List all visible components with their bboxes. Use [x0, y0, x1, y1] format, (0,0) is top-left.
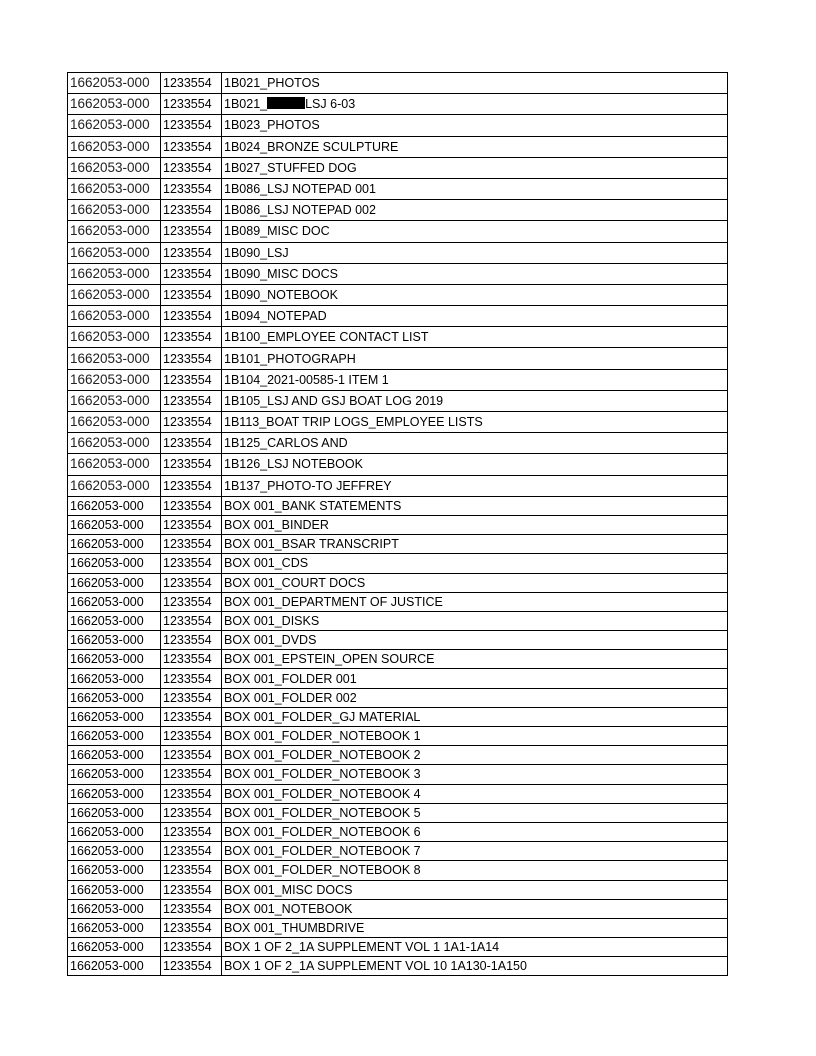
table-row: [68, 73, 728, 94]
item-number-cell: 1662053-000: [68, 803, 161, 822]
case-number-cell: 1233554: [161, 861, 222, 880]
case-number-cell: 1233554: [161, 822, 222, 841]
case-number-cell: 1233554: [161, 688, 222, 707]
case-number-cell: 1233554: [161, 221, 222, 242]
table-row: [68, 727, 728, 746]
item-number-cell: 1662053-000: [68, 631, 161, 650]
case-number-cell: 1233554: [161, 918, 222, 937]
table-row: [68, 496, 728, 515]
table-row: [68, 221, 728, 242]
item-number-cell: 1662053-000: [68, 554, 161, 573]
case-number-cell: 1233554: [161, 650, 222, 669]
item-number-cell: 1662053-000: [68, 284, 161, 305]
table-row: [68, 938, 728, 957]
item-number-cell: 1662053-000: [68, 433, 161, 454]
case-number-cell: 1233554: [161, 765, 222, 784]
description-cell: 1B100_EMPLOYEE CONTACT LIST: [222, 327, 728, 348]
case-number-cell: 1233554: [161, 263, 222, 284]
table-row: [68, 369, 728, 390]
case-number-cell: 1233554: [161, 242, 222, 263]
table-row: [68, 861, 728, 880]
table-row: [68, 242, 728, 263]
item-number-cell: 1662053-000: [68, 454, 161, 475]
table-row: [68, 631, 728, 650]
case-number-cell: 1233554: [161, 157, 222, 178]
description-cell: [222, 94, 728, 115]
description-cell: 1B125_CARLOS AND: [222, 433, 728, 454]
table-row: [68, 94, 728, 115]
case-number-cell: 1233554: [161, 454, 222, 475]
table-row: [68, 842, 728, 861]
case-number-cell: 1233554: [161, 803, 222, 822]
item-number-cell: 1662053-000: [68, 688, 161, 707]
description-cell: BOX 1 OF 2_1A SUPPLEMENT VOL 10 1A130-1A150: [222, 957, 728, 976]
case-number-cell: 1233554: [161, 178, 222, 199]
case-number-cell: 1233554: [161, 957, 222, 976]
description-cell: 1B137_PHOTO-TO JEFFREY: [222, 475, 728, 496]
description-cell: BOX 001_FOLDER_NOTEBOOK 3: [222, 765, 728, 784]
table-row: [68, 957, 728, 976]
item-number-cell: 1662053-000: [68, 369, 161, 390]
table-row: [68, 136, 728, 157]
item-number-cell: 1662053-000: [68, 592, 161, 611]
table-row: [68, 454, 728, 475]
item-number-cell: 1662053-000: [68, 242, 161, 263]
description-cell: BOX 001_FOLDER_NOTEBOOK 2: [222, 746, 728, 765]
item-number-cell: 1662053-000: [68, 157, 161, 178]
item-number-cell: 1662053-000: [68, 306, 161, 327]
table-row: [68, 327, 728, 348]
description-cell: BOX 001_DVDS: [222, 631, 728, 650]
case-number-cell: 1233554: [161, 115, 222, 136]
case-number-cell: 1233554: [161, 880, 222, 899]
item-number-cell: 1662053-000: [68, 861, 161, 880]
description-cell: BOX 001_EPSTEIN_OPEN SOURCE: [222, 650, 728, 669]
description-cell: 1B090_MISC DOCS: [222, 263, 728, 284]
table-row: [68, 707, 728, 726]
item-number-cell: 1662053-000: [68, 390, 161, 411]
case-number-cell: 1233554: [161, 200, 222, 221]
table-row: [68, 306, 728, 327]
table-row: [68, 669, 728, 688]
item-number-cell: 1662053-000: [68, 263, 161, 284]
item-number-cell: 1662053-000: [68, 535, 161, 554]
item-number-cell: 1662053-000: [68, 957, 161, 976]
item-number-cell: 1662053-000: [68, 94, 161, 115]
redaction-block: [267, 97, 305, 109]
case-number-cell: 1233554: [161, 592, 222, 611]
table-row: [68, 475, 728, 496]
case-number-cell: 1233554: [161, 433, 222, 454]
item-number-cell: 1662053-000: [68, 880, 161, 899]
case-number-cell: 1233554: [161, 842, 222, 861]
case-number-cell: 1233554: [161, 284, 222, 305]
item-number-cell: 1662053-000: [68, 727, 161, 746]
item-number-cell: 1662053-000: [68, 707, 161, 726]
description-cell: 1B094_NOTEPAD: [222, 306, 728, 327]
description-cell: 1B027_STUFFED DOG: [222, 157, 728, 178]
description-cell: BOX 001_NOTEBOOK: [222, 899, 728, 918]
item-number-cell: 1662053-000: [68, 899, 161, 918]
item-number-cell: 1662053-000: [68, 650, 161, 669]
table-row: [68, 284, 728, 305]
description-cell: 1B089_MISC DOC: [222, 221, 728, 242]
description-cell: BOX 001_FOLDER 002: [222, 688, 728, 707]
description-cell: 1B101_PHOTOGRAPH: [222, 348, 728, 369]
description-cell: 1B090_LSJ: [222, 242, 728, 263]
description-prefix: 1B021_: [224, 97, 268, 112]
table-row: [68, 157, 728, 178]
case-number-cell: 1233554: [161, 136, 222, 157]
item-number-cell: 1662053-000: [68, 475, 161, 496]
description-cell: 1B086_LSJ NOTEPAD 002: [222, 200, 728, 221]
table-row: [68, 803, 728, 822]
item-number-cell: 1662053-000: [68, 348, 161, 369]
description-cell: BOX 001_FOLDER_NOTEBOOK 6: [222, 822, 728, 841]
table-row: [68, 178, 728, 199]
case-number-cell: 1233554: [161, 707, 222, 726]
description-cell: BOX 001_DISKS: [222, 611, 728, 630]
table-row: [68, 765, 728, 784]
description-cell: 1B105_LSJ AND GSJ BOAT LOG 2019: [222, 390, 728, 411]
description-cell: 1B024_BRONZE SCULPTURE: [222, 136, 728, 157]
item-number-cell: 1662053-000: [68, 918, 161, 937]
case-number-cell: 1233554: [161, 784, 222, 803]
description-cell: BOX 001_BINDER: [222, 515, 728, 534]
description-cell: BOX 1 OF 2_1A SUPPLEMENT VOL 1 1A1-1A14: [222, 938, 728, 957]
item-number-cell: 1662053-000: [68, 515, 161, 534]
item-number-cell: 1662053-000: [68, 496, 161, 515]
item-number-cell: 1662053-000: [68, 611, 161, 630]
case-number-cell: 1233554: [161, 412, 222, 433]
item-number-cell: 1662053-000: [68, 115, 161, 136]
case-number-cell: 1233554: [161, 73, 222, 94]
item-number-cell: 1662053-000: [68, 765, 161, 784]
evidence-table: [67, 72, 728, 976]
description-cell: BOX 001_BANK STATEMENTS: [222, 496, 728, 515]
description-cell: BOX 001_FOLDER_NOTEBOOK 1: [222, 727, 728, 746]
description-cell: 1B113_BOAT TRIP LOGS_EMPLOYEE LISTS: [222, 412, 728, 433]
table-row: [68, 899, 728, 918]
case-number-cell: 1233554: [161, 573, 222, 592]
item-number-cell: 1662053-000: [68, 784, 161, 803]
table-row: [68, 390, 728, 411]
description-cell: BOX 001_COURT DOCS: [222, 573, 728, 592]
description-cell: BOX 001_FOLDER 001: [222, 669, 728, 688]
table-row: [68, 412, 728, 433]
description-cell: 1B104_2021-00585-1 ITEM 1: [222, 369, 728, 390]
case-number-cell: 1233554: [161, 611, 222, 630]
case-number-cell: 1233554: [161, 554, 222, 573]
description-cell: 1B090_NOTEBOOK: [222, 284, 728, 305]
table-row: [68, 573, 728, 592]
table-row: [68, 554, 728, 573]
item-number-cell: 1662053-000: [68, 136, 161, 157]
case-number-cell: 1233554: [161, 390, 222, 411]
table-row: [68, 650, 728, 669]
item-number-cell: 1662053-000: [68, 412, 161, 433]
table-row: [68, 918, 728, 937]
case-number-cell: 1233554: [161, 306, 222, 327]
case-number-cell: 1233554: [161, 727, 222, 746]
case-number-cell: 1233554: [161, 327, 222, 348]
item-number-cell: 1662053-000: [68, 221, 161, 242]
item-number-cell: 1662053-000: [68, 573, 161, 592]
description-cell: 1B021_PHOTOS: [222, 73, 728, 94]
table-row: [68, 433, 728, 454]
case-number-cell: 1233554: [161, 938, 222, 957]
item-number-cell: 1662053-000: [68, 822, 161, 841]
item-number-cell: 1662053-000: [68, 746, 161, 765]
description-suffix: LSJ 6-03: [305, 97, 356, 112]
table-row: [68, 611, 728, 630]
case-number-cell: 1233554: [161, 496, 222, 515]
case-number-cell: 1233554: [161, 515, 222, 534]
case-number-cell: 1233554: [161, 669, 222, 688]
case-number-cell: 1233554: [161, 348, 222, 369]
table-row: [68, 822, 728, 841]
case-number-cell: 1233554: [161, 899, 222, 918]
table-row: [68, 263, 728, 284]
description-cell: 1B126_LSJ NOTEBOOK: [222, 454, 728, 475]
description-cell: BOX 001_FOLDER_NOTEBOOK 4: [222, 784, 728, 803]
description-cell: BOX 001_BSAR TRANSCRIPT: [222, 535, 728, 554]
case-number-cell: 1233554: [161, 631, 222, 650]
evidence-table-body: [68, 73, 728, 976]
table-row: [68, 746, 728, 765]
case-number-cell: 1233554: [161, 369, 222, 390]
item-number-cell: 1662053-000: [68, 200, 161, 221]
description-cell: BOX 001_FOLDER_NOTEBOOK 7: [222, 842, 728, 861]
table-row: [68, 880, 728, 899]
table-row: [68, 688, 728, 707]
description-cell: BOX 001_CDS: [222, 554, 728, 573]
table-row: [68, 115, 728, 136]
item-number-cell: 1662053-000: [68, 938, 161, 957]
table-row: [68, 515, 728, 534]
item-number-cell: 1662053-000: [68, 327, 161, 348]
description-cell: BOX 001_MISC DOCS: [222, 880, 728, 899]
table-row: [68, 592, 728, 611]
item-number-cell: 1662053-000: [68, 669, 161, 688]
table-row: [68, 348, 728, 369]
description-cell: BOX 001_FOLDER_GJ MATERIAL: [222, 707, 728, 726]
table-row: [68, 200, 728, 221]
case-number-cell: 1233554: [161, 475, 222, 496]
item-number-cell: 1662053-000: [68, 842, 161, 861]
table-row: [68, 535, 728, 554]
case-number-cell: 1233554: [161, 746, 222, 765]
description-cell: BOX 001_THUMBDRIVE: [222, 918, 728, 937]
item-number-cell: 1662053-000: [68, 73, 161, 94]
item-number-cell: 1662053-000: [68, 178, 161, 199]
case-number-cell: 1233554: [161, 94, 222, 115]
description-cell: BOX 001_FOLDER_NOTEBOOK 8: [222, 861, 728, 880]
description-cell: BOX 001_FOLDER_NOTEBOOK 5: [222, 803, 728, 822]
description-cell: 1B023_PHOTOS: [222, 115, 728, 136]
description-cell: 1B086_LSJ NOTEPAD 001: [222, 178, 728, 199]
table-row: [68, 784, 728, 803]
case-number-cell: 1233554: [161, 535, 222, 554]
description-cell: BOX 001_DEPARTMENT OF JUSTICE: [222, 592, 728, 611]
